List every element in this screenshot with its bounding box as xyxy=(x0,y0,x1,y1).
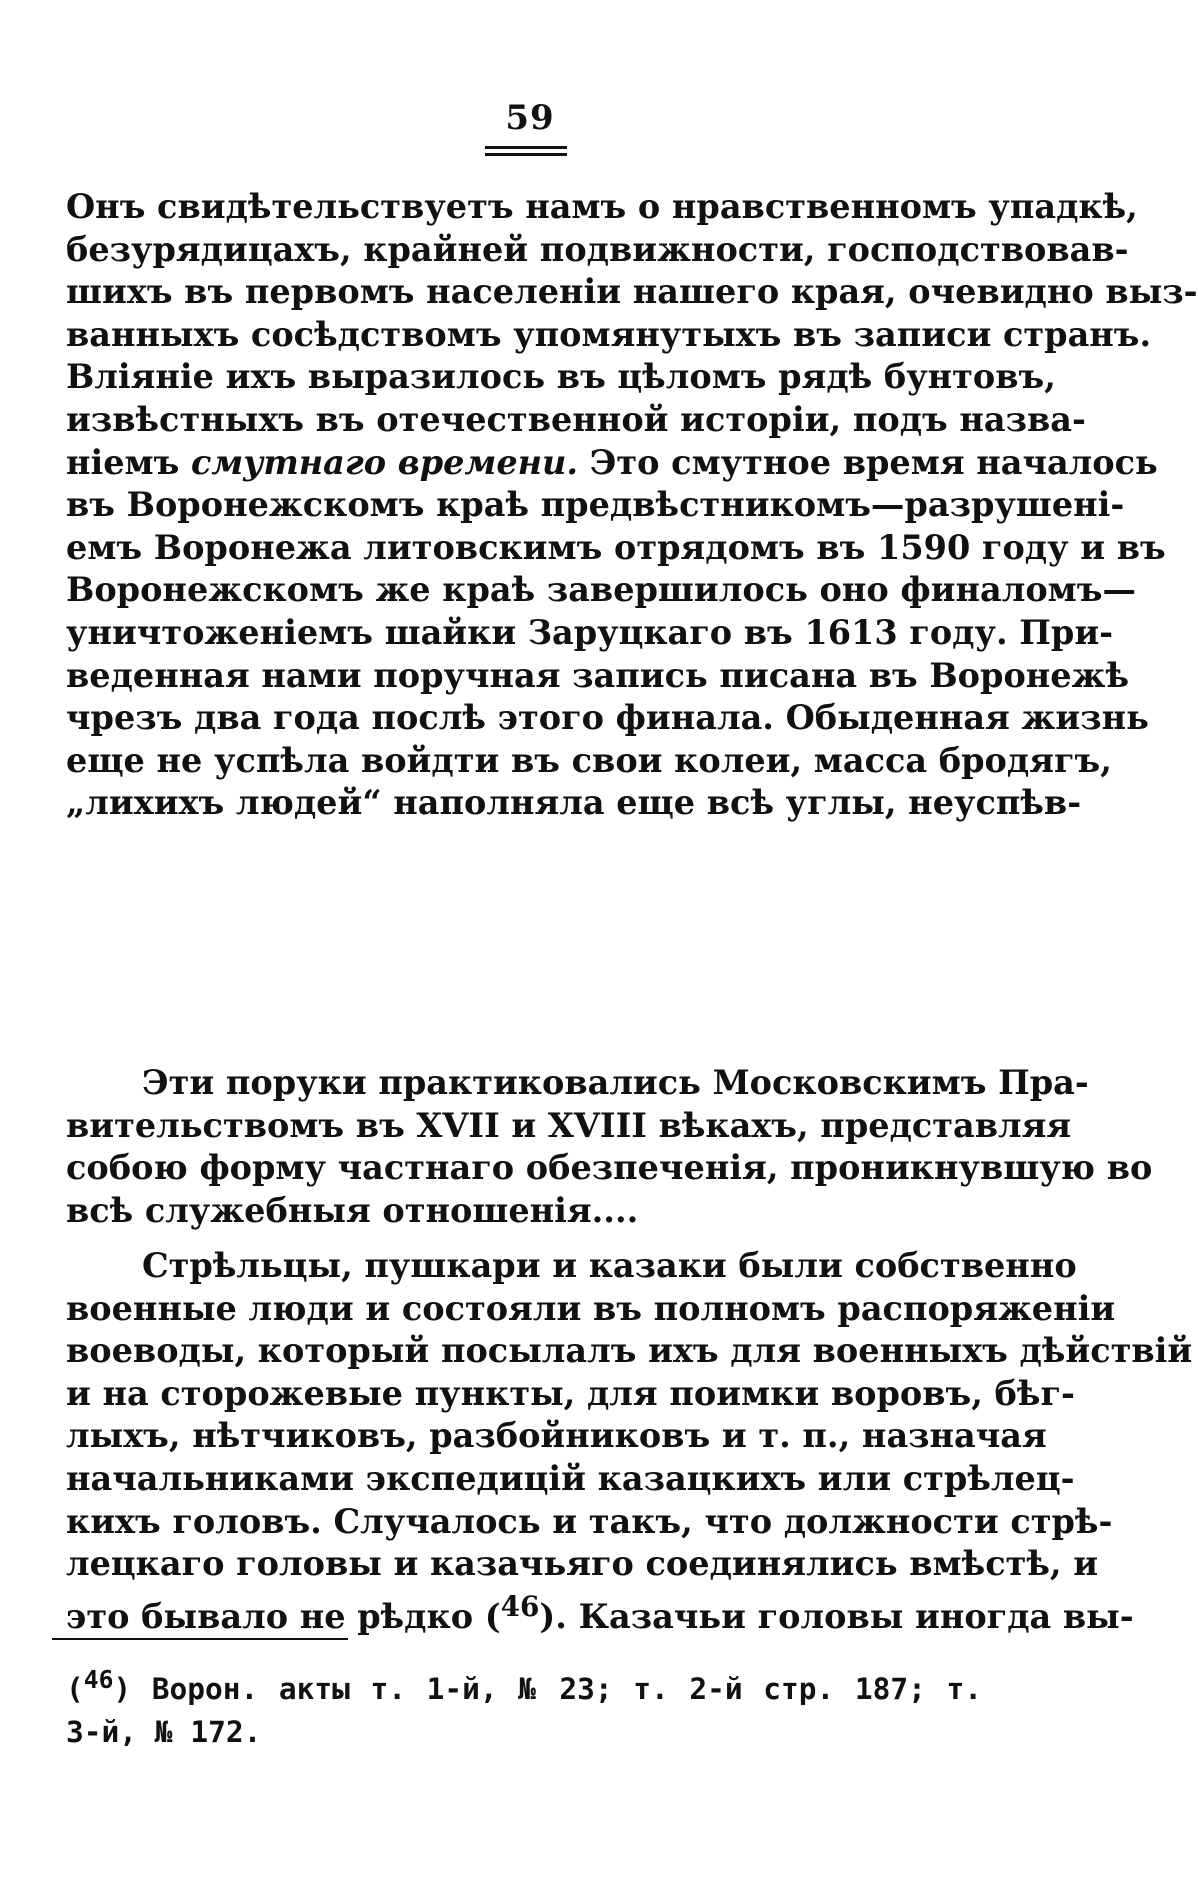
footnote-reference: 46 xyxy=(500,1589,540,1623)
text-run: Это смутное время началось xyxy=(578,442,1158,482)
text-line: Эти поруки практиковались Московскимъ Пра- xyxy=(142,1063,1089,1102)
footnote-number: 46 xyxy=(83,1665,114,1694)
text-line: собою форму частнаго обезпеченія, проникнувшую во xyxy=(66,1148,1153,1188)
text-run: это бывало не рѣдко ( xyxy=(66,1596,501,1636)
footnote-mark-open: ( xyxy=(66,1671,84,1706)
text-line: Вліяніе ихъ выразилось въ цѣломъ рядѣ бунтовъ, xyxy=(66,357,1056,397)
text-line: Воронежскомъ же краѣ завершилось оно финаломъ— xyxy=(66,570,1136,610)
text-line: всѣ служебныя отношенія.... xyxy=(66,1190,639,1230)
text-line: Стрѣльцы, пушкари и казаки были собственно xyxy=(142,1246,1077,1285)
text-line: воеводы, который посылалъ ихъ для военныхъ дѣйствій xyxy=(66,1331,1193,1371)
text-line: лыхъ, нѣтчиковъ, разбойниковъ и т. п., назначая xyxy=(66,1416,1047,1456)
footnote-line xyxy=(66,1658,982,1711)
text-line: военные люди и состояли въ полномъ распоряженіи xyxy=(66,1288,1116,1328)
text-line: чрезъ два года послѣ этого финала. Обыденная жизнь xyxy=(66,698,1149,738)
text-line: кихъ головъ. Случалось и такъ, что должности стрѣ- xyxy=(66,1501,1113,1541)
text-line: шихъ въ первомъ населеніи нашего края, очевидно выз- xyxy=(66,272,1198,312)
text-line: и на сторожевые пункты, для поимки воровъ, бѣг- xyxy=(66,1373,1075,1413)
text-line: извѣстныхъ въ отечественной исторіи, подъ назва- xyxy=(66,399,1086,439)
footnote-rule xyxy=(52,1638,348,1640)
text-line: уничтоженіемъ шайки Заруцкаго въ 1613 году. При- xyxy=(66,612,1114,652)
page-number-rule xyxy=(485,146,567,149)
paragraph-2 xyxy=(66,1062,1153,1232)
page-number-rule xyxy=(485,153,567,156)
text-line: въ Воронежскомъ краѣ предвѣстникомъ—разрушені- xyxy=(66,485,1125,525)
footnote-line: 3-й, № 172. xyxy=(66,1714,262,1749)
footnote-text: ) Ворон. акты т. 1-й, № 23; т. 2-й стр. 187; т. xyxy=(113,1671,982,1706)
text-line xyxy=(66,442,1158,485)
text-line: начальниками экспедицій казацкихъ или стрѣлец- xyxy=(66,1458,1075,1498)
italic-term: смутнаго времени. xyxy=(191,442,579,482)
text-line: емъ Воронежа литовскимъ отрядомъ въ 1590 году и въ xyxy=(66,527,1166,567)
text-line: безурядицахъ, крайней подвижности, господствовав- xyxy=(66,229,1129,269)
text-line xyxy=(66,1586,1134,1639)
page-number: 59 xyxy=(505,98,555,138)
text-run: ніемъ xyxy=(66,442,192,482)
paragraph-1 xyxy=(66,186,1198,825)
text-line: вительствомъ въ XVII и XVIII вѣкахъ, представляя xyxy=(66,1105,1072,1145)
text-line: еще не успѣла войдти въ свои колеи, масса бродягъ, xyxy=(66,740,1112,780)
paragraph-3 xyxy=(66,1245,1193,1639)
text-line: ванныхъ сосѣдствомъ упомянутыхъ въ записи странъ. xyxy=(66,314,1152,354)
text-line: веденная нами поручная запись писана въ Воронежѣ xyxy=(66,655,1130,695)
text-line: „лихихъ людей“ наполняла еще всѣ углы, неуспѣв- xyxy=(66,783,1082,823)
text-run: ). Казачьи головы иногда вы- xyxy=(539,1596,1134,1636)
text-line: лецкаго головы и казачьяго соединялись вмѣстѣ, и xyxy=(66,1544,1099,1584)
text-line: Онъ свидѣтельствуетъ намъ о нравственномъ упадкѣ, xyxy=(66,187,1138,226)
footnote xyxy=(66,1658,982,1754)
